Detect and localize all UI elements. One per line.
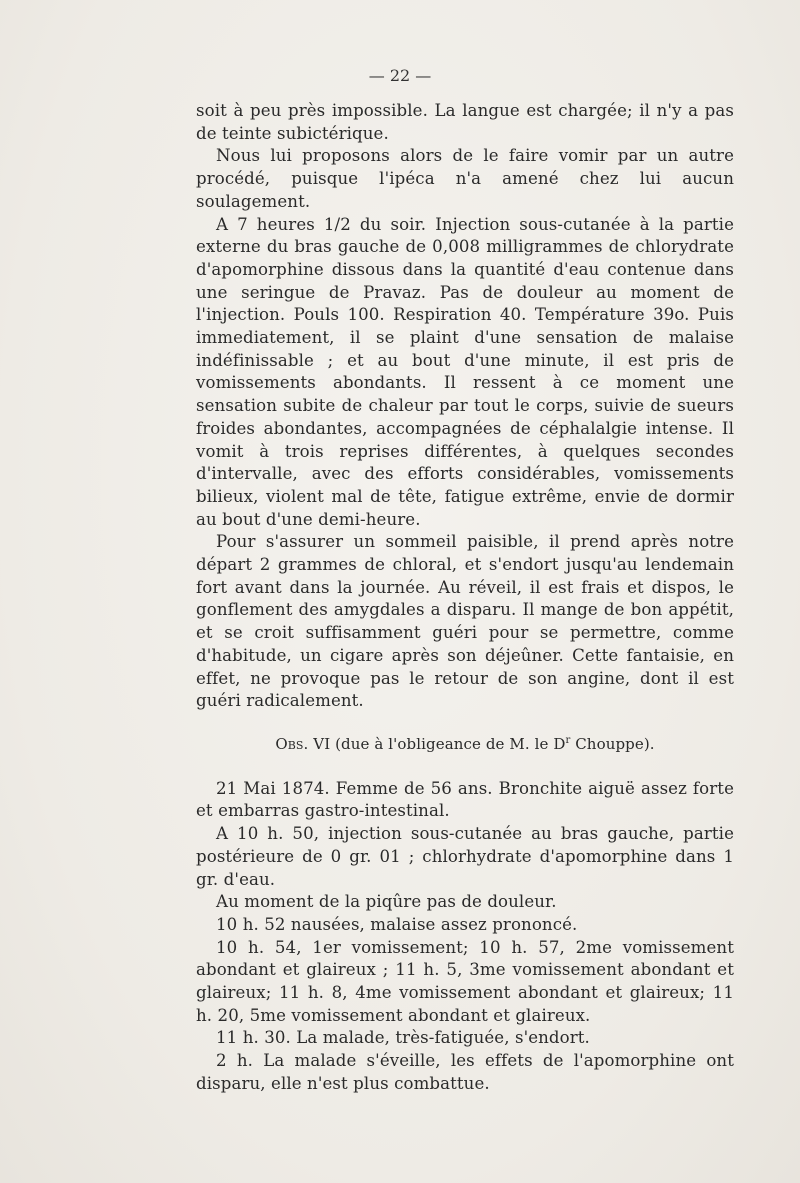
- observation-heading: [196, 733, 734, 756]
- paragraph: 2 h. La malade s'éveille, les effets de l'apomorphine ont disparu, elle n'est plus combattue.: [196, 1051, 734, 1093]
- observation-title-end: Chouppe).: [570, 734, 655, 753]
- paragraph: Pour s'assurer un sommeil paisible, il prend après notre départ 2 grammes de chloral, et s'endort jusqu'au lendemain fort avant dans la journée. Au réveil, il est frais et dispos, le gonflement des amygdales a disparu. Il mange de bon appétit, et se croit suffisamment guéri pour se permettre, comme d'habitude, un cigare après son déjeûner. Cette fantaisie, en effet, ne provoque pas le retour de son angine, dont il est guéri radicalement.: [196, 532, 734, 711]
- page-number: — 22 —: [368, 66, 432, 85]
- paragraph: Nous lui proposons alors de le faire vomir par un autre procédé, puisque l'ipéca n'a amené chez lui aucun soulagement.: [196, 146, 734, 211]
- paragraph: 10 h. 54, 1er vomissement; 10 h. 57, 2me vomissement abondant et glaireux ; 11 h. 5, 3me vomissement abondant et glaireux; 11 h. 8, 4me vomissement abondant et glaireux; 11 h. 20, 5me vomissement abondant et glaireux.: [196, 937, 734, 1025]
- body-text: [196, 100, 734, 1096]
- paragraph: 10 h. 52 nausées, malaise assez prononcé.: [216, 914, 578, 934]
- observation-title-sup: r: [565, 734, 571, 746]
- paragraph: 11 h. 30. La malade, très-fatiguée, s'endort.: [216, 1028, 590, 1048]
- paragraph: A 7 heures 1/2 du soir. Injection sous-cutanée à la partie externe du bras gauche de 0,008 milligrammes de chlorydrate d'apomorphine dissous dans la quantité d'eau contenue dans une seringue de Pravaz. Pas de douleur au moment de l'injection. Pouls 100. Respiration 40. Température 39o. Puis immediatement, il se plaint d'une sensation de malaise indéfinissable ; et au bout d'une minute, il est pris de vomissements abondants. Il ressent à ce moment une sensation subite de chaleur par tout le corps, suivie de sueurs froides abondantes, accompagnées de céphalalgie intense. Il vomit à trois reprises différentes, à quelques secondes d'intervalle, avec des efforts considérables, vomissements bilieux, violent mal de tête, fatigue extrême, envie de dormir au bout d'une demi-heure.: [196, 214, 734, 529]
- paragraph: A 10 h. 50, injection sous-cutanée au bras gauche, partie postérieure de 0 gr. 01 ; chlorhydrate d'apomorphine dans 1 gr. d'eau.: [196, 824, 734, 889]
- paragraph: Au moment de la piqûre pas de douleur.: [216, 892, 557, 912]
- observation-label: Obs.: [275, 734, 309, 753]
- paragraph: soit à peu près impossible. La langue est chargée; il n'y a pas de teinte subictérique.: [196, 101, 734, 143]
- paragraph: 21 Mai 1874. Femme de 56 ans. Bronchite aiguë assez forte et embarras gastro-intestinal.: [196, 778, 734, 821]
- observation-title: VI (due à l'obligeance de M. le D: [313, 734, 566, 753]
